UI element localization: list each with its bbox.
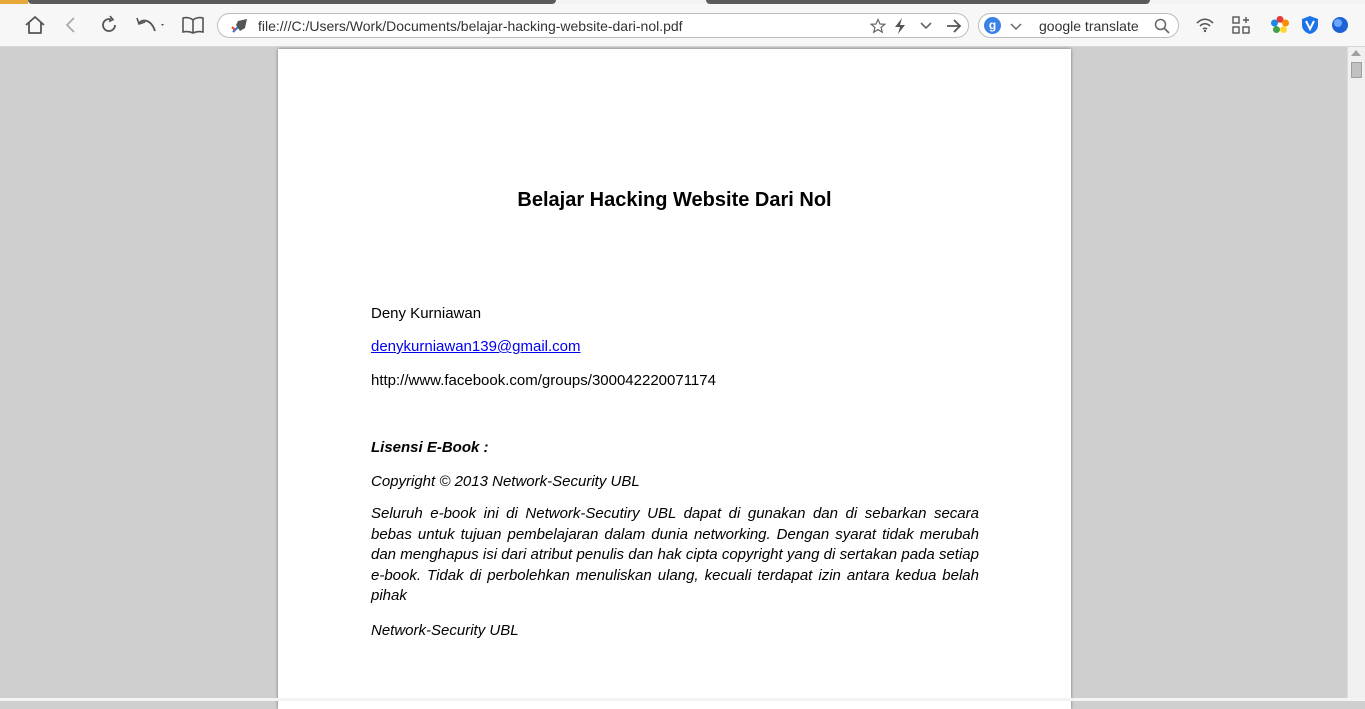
address-text[interactable]: file:///C:/Users/Work/Documents/belajar-hacking-website-dari-nol.pdf	[258, 18, 683, 34]
author-name: Deny Kurniawan	[371, 305, 482, 322]
arrow-right-icon[interactable]	[945, 17, 963, 35]
star-icon[interactable]	[869, 17, 887, 35]
home-icon[interactable]	[22, 12, 48, 38]
shield-icon[interactable]	[1297, 12, 1323, 38]
signature-line: Network-Security UBL	[371, 622, 519, 639]
pdf-page	[278, 49, 1071, 709]
scroll-up-arrow-icon[interactable]	[1351, 50, 1361, 56]
flower-icon[interactable]	[1267, 12, 1293, 38]
reload-icon[interactable]	[96, 12, 122, 38]
search-input[interactable]: google translate	[1039, 18, 1139, 34]
address-bar[interactable]	[217, 13, 969, 38]
copyright-line: Copyright © 2013 Network-Security UBL	[371, 473, 640, 490]
search-bar[interactable]	[978, 13, 1179, 38]
license-paragraph: Seluruh e-book ini di Network-Secutiry UBL dapat di gunakan dan di sebarkan secara bebas untuk tujuan pembelajaran dalam dunia networking. Dengan syarat tidak merubah dan menghapus isi dari atribut penulis dan hak cipta copyright yang di sertakan pada setiap e-book. Tidak di perbolehkan menuliskan ulang, kecuali terdapat izin antara kedua belah pihak	[371, 505, 979, 605]
undo-icon[interactable]	[134, 12, 168, 38]
rocket-icon	[230, 17, 250, 35]
facebook-url: http://www.facebook.com/groups/300042220071174	[371, 372, 716, 389]
scroll-thumb[interactable]	[1351, 62, 1362, 78]
lightning-icon[interactable]	[891, 17, 909, 35]
chevron-down-icon[interactable]	[1010, 19, 1022, 37]
browser-toolbar	[0, 4, 1365, 47]
license-heading: Lisensi E-Book :	[371, 439, 489, 456]
vertical-scrollbar[interactable]	[1347, 47, 1365, 701]
document-title: Belajar Hacking Website Dari Nol	[517, 189, 832, 211]
wifi-icon[interactable]	[1192, 12, 1218, 38]
magnifier-icon[interactable]	[1154, 18, 1170, 39]
author-email-link[interactable]: denykurniawan139@gmail.com	[371, 338, 581, 355]
apps-grid-icon[interactable]	[1228, 12, 1254, 38]
chevron-down-icon[interactable]	[917, 17, 935, 35]
globe-icon[interactable]	[1327, 12, 1353, 38]
book-icon[interactable]	[180, 12, 206, 38]
back-icon[interactable]	[58, 12, 84, 38]
search-engine-icon[interactable]: g	[984, 17, 1001, 34]
